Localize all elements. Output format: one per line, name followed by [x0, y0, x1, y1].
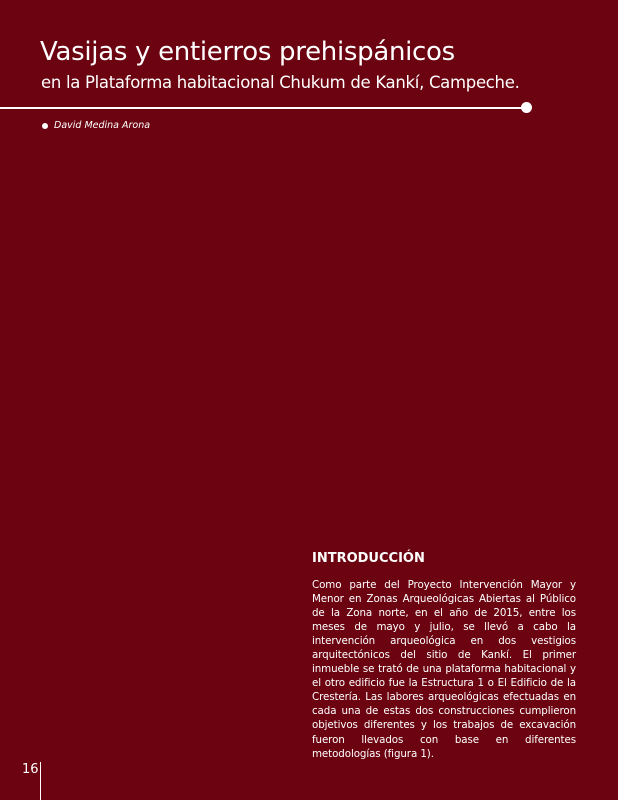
title-divider-line	[0, 107, 523, 109]
bullet-icon	[42, 123, 48, 129]
article-title: Vasijas y entierros prehispánicos	[40, 37, 455, 67]
page-number-bar	[40, 762, 41, 800]
divider-end-dot	[521, 102, 532, 113]
article-subtitle: en la Plataforma habitacional Chukum de Kankí, Campeche.	[41, 73, 520, 92]
page-number: 16	[22, 762, 39, 777]
author-byline	[42, 119, 150, 133]
author-name: David Medina Arona	[54, 120, 151, 131]
body-paragraph: Como parte del Proyecto Intervención Mayor y Menor en Zonas Arqueológicas Abiertas al Público de la Zona norte, en el año de 2015, entre los meses de mayo y julio, se llevó a cabo la intervención arqueológica en dos vestigios arquitectónicos del sitio de Kankí. El primer inmueble se trató de una plataforma habitacional y el otro edificio fue la Estructura 1 o El Edificio de la Crestería. Las labores arqueológicas efectuadas en cada una de estas dos construcciones cumplieron objetivos diferentes y los trabajos de excavación fueron llevados con base en diferentes metodologías (figura 1).	[312, 579, 576, 760]
section-heading: INTRODUCCIÓN	[312, 551, 425, 566]
